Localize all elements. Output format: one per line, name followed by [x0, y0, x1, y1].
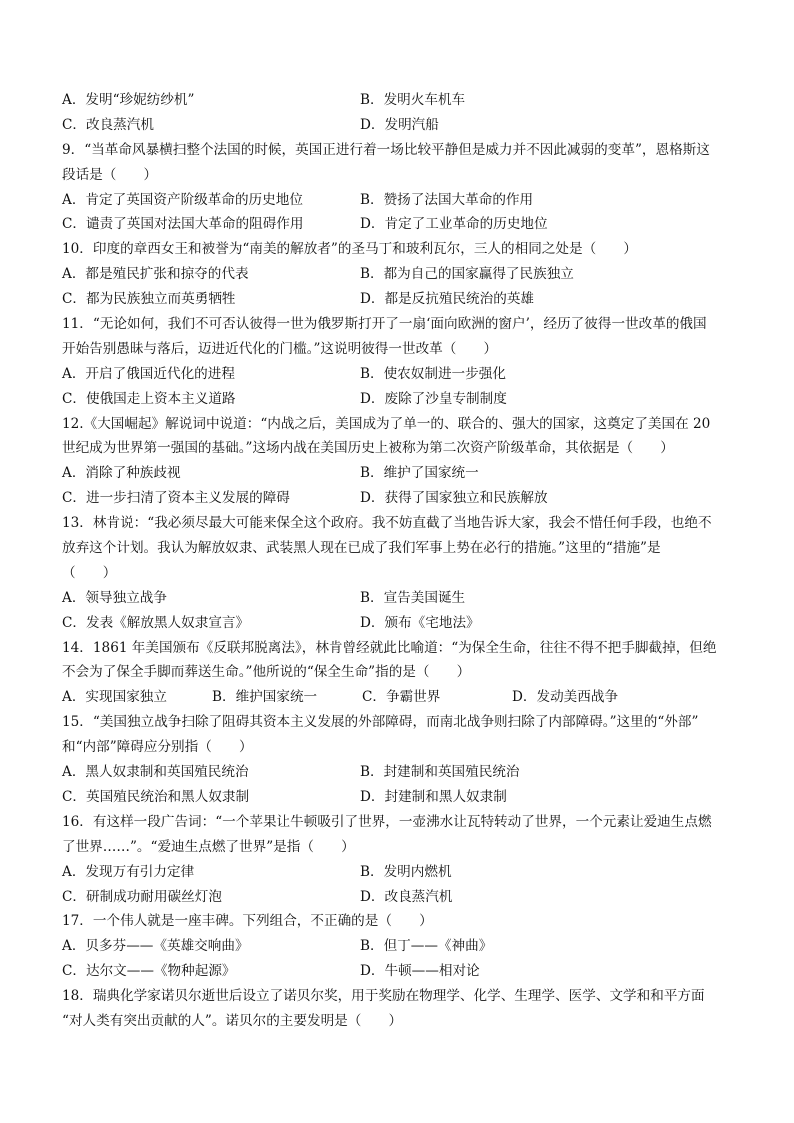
option-a[interactable]: A．开启了俄国近代化的进程: [62, 365, 235, 382]
question-9: [62, 138, 734, 238]
question-stem: 18．瑞典化学家诺贝尔逝世后设立了诺贝尔奖，用于奖励在物理学、化学、生理学、医学、文学和和平方面: [62, 988, 705, 1005]
option-b[interactable]: B．发明火车机车: [360, 92, 466, 108]
question-stem: （ ）: [62, 564, 117, 581]
option-row: [62, 586, 734, 611]
option-a[interactable]: A．都是殖民扩张和掠夺的代表: [62, 266, 249, 283]
option-d[interactable]: D．封建制和黑人奴隶制: [360, 788, 507, 805]
option-b[interactable]: B．宣告美国诞生: [360, 589, 466, 606]
exam-page: [62, 88, 734, 1034]
option-row: [62, 785, 734, 810]
question-14: [62, 636, 734, 711]
option-b[interactable]: B．但丁——《神曲》: [360, 938, 493, 955]
option-d[interactable]: D．获得了国家独立和民族解放: [360, 490, 548, 507]
option-a[interactable]: A．发现万有引力定律: [62, 863, 195, 880]
option-row: [62, 88, 734, 113]
question-stem: 段话是（ ）: [62, 166, 158, 183]
question-stem: 14．1861 年美国颁布《反联邦脱离法》，林肯曾经就此比喻道：“为保全生命，往往不得不把手脚截掉，但绝: [62, 639, 717, 656]
option-row: [62, 685, 734, 710]
option-a[interactable]: A．肯定了英国资产阶级革命的历史地位: [62, 191, 303, 208]
question-stem: 10．印度的章西女王和被誉为“南美的解放者”的圣马丁和玻利瓦尔，三人的相同之处是（ ）: [62, 241, 637, 258]
option-row: [62, 760, 734, 785]
question-12: [62, 412, 734, 512]
option-b[interactable]: B．发明内燃机: [360, 863, 452, 880]
question-stem: 15．“美国独立战争扫除了阻碍其资本主义发展的外部障碍，而南北战争则扫除了内部障碍。”这里的“外部”: [62, 714, 699, 731]
option-c[interactable]: C．都为民族独立而英勇牺牲: [62, 291, 236, 308]
option-d[interactable]: D．颁布《宅地法》: [360, 614, 480, 631]
option-d[interactable]: D．肯定了工业革命的历史地位: [360, 216, 548, 233]
question-stem: 9．“当革命风暴横扫整个法国的时候，英国正进行着一场比较平静但是威力并不因此减弱的变革”，恩格斯这: [62, 141, 710, 158]
option-row: [62, 461, 734, 486]
option-row: [62, 362, 734, 387]
question-stem: 17．一个伟人就是一座丰碑。下列组合，不正确的是（ ）: [62, 913, 433, 930]
question-11: [62, 312, 734, 412]
question-stem: 了世界……”。“爱迪生点燃了世界”是指（ ）: [62, 838, 355, 855]
question-stem: 放弃这个计划。我认为解放奴隶、武装黑人现在已成了我们军事上势在必行的措施。”这里的“措施”是: [62, 540, 661, 557]
question-18: [62, 984, 734, 1034]
option-c[interactable]: C．进一步扫清了资本主义发展的障碍: [62, 490, 290, 507]
option-row: [62, 611, 734, 636]
option-b[interactable]: B．使农奴制进一步强化: [360, 365, 506, 382]
question-15: [62, 710, 734, 810]
option-row: [62, 188, 734, 213]
question-stem: 12.《大国崛起》解说词中说道：“内战之后，美国成为了单一的、联合的、强大的国家，这奠定了美国在 20: [62, 415, 711, 432]
question-16: [62, 810, 734, 910]
option-row: [62, 959, 734, 984]
question-stem: 世纪成为世界第一强国的基础。”这场内战在美国历史上被称为第二次资产阶级革命，其依据是（ ）: [62, 440, 674, 457]
question-stem: 开始告别愚昧与落后，迈进近代化的门槛。”这说明彼得一世改革（ ）: [62, 340, 498, 357]
option-b[interactable]: B．维护国家统一: [212, 689, 318, 706]
option-row: [62, 287, 734, 312]
option-a[interactable]: A．黑人奴隶制和英国殖民统治: [62, 764, 249, 781]
option-c[interactable]: C．谴责了英国对法国大革命的阻碍作用: [62, 216, 304, 233]
option-row: [62, 860, 734, 885]
option-d[interactable]: D．都是反抗殖民统治的英雄: [360, 291, 535, 308]
option-row: [62, 113, 734, 138]
option-d[interactable]: D．发明汽船: [360, 116, 439, 133]
question-17: [62, 909, 734, 984]
option-c[interactable]: C．达尔文——《物种起源》: [62, 963, 236, 980]
option-d[interactable]: D．改良蒸汽机: [360, 888, 453, 905]
question-stem: 不会为了保全手脚而葬送生命。”他所说的“保全生命”指的是（ ）: [62, 664, 471, 681]
option-row: [62, 212, 734, 237]
question-stem: 和“内部”障碍应分别指（ ）: [62, 739, 253, 756]
option-row: [62, 486, 734, 511]
option-b[interactable]: B．封建制和英国殖民统治: [360, 764, 520, 781]
option-d[interactable]: D．发动美西战争: [512, 689, 619, 706]
option-a[interactable]: A．贝多芬——《英雄交响曲》: [62, 938, 249, 955]
option-a[interactable]: A．领导独立战争: [62, 589, 167, 606]
option-c[interactable]: C．使俄国走上资本主义道路: [62, 390, 236, 407]
option-row: [62, 387, 734, 412]
option-row: [62, 885, 734, 910]
option-c[interactable]: C．英国殖民统治和黑人奴隶制: [62, 788, 250, 805]
question-stem: 16．有这样一段广告词：“一个苹果让牛顿吸引了世界，一壶沸水让瓦特转动了世界，一个元素让爱迪生点燃: [62, 813, 712, 830]
question-13: [62, 511, 734, 635]
option-row: [62, 934, 734, 959]
option-c[interactable]: C．发表《解放黑人奴隶宣言》: [62, 614, 250, 631]
option-b[interactable]: B．都为自己的国家赢得了民族独立: [360, 266, 574, 283]
question-stem: 11．“无论如何，我们不可否认彼得一世为俄罗斯打开了一扇‘面向欧洲的窗户’，经历了彼得一世改革的俄国: [62, 316, 707, 333]
option-a[interactable]: A．发明“珍妮纺纱机”: [62, 92, 195, 108]
option-d[interactable]: D．废除了沙皇专制制度: [360, 390, 507, 407]
question-stem: 13．林肯说：“我必须尽最大可能来保全这个政府。我不妨直截了当地告诉大家，我会不惜任何手段，也绝不: [62, 515, 712, 532]
option-c[interactable]: C．研制成功耐用碳丝灯泡: [62, 888, 222, 905]
option-c[interactable]: C．改良蒸汽机: [62, 116, 154, 133]
option-row: [62, 262, 734, 287]
question-10: [62, 237, 734, 312]
option-c[interactable]: C．争霸世界: [362, 689, 441, 706]
option-d[interactable]: D．牛顿——相对论: [360, 963, 480, 980]
option-b[interactable]: B．赞扬了法国大革命的作用: [360, 191, 534, 208]
option-b[interactable]: B．维护了国家统一: [360, 465, 479, 482]
question-stem: “对人类有突出贡献的人”。诺贝尔的主要发明是（ ）: [62, 1012, 403, 1029]
option-a[interactable]: A．实现国家独立: [62, 689, 167, 706]
option-a[interactable]: A．消除了种族歧视: [62, 465, 181, 482]
